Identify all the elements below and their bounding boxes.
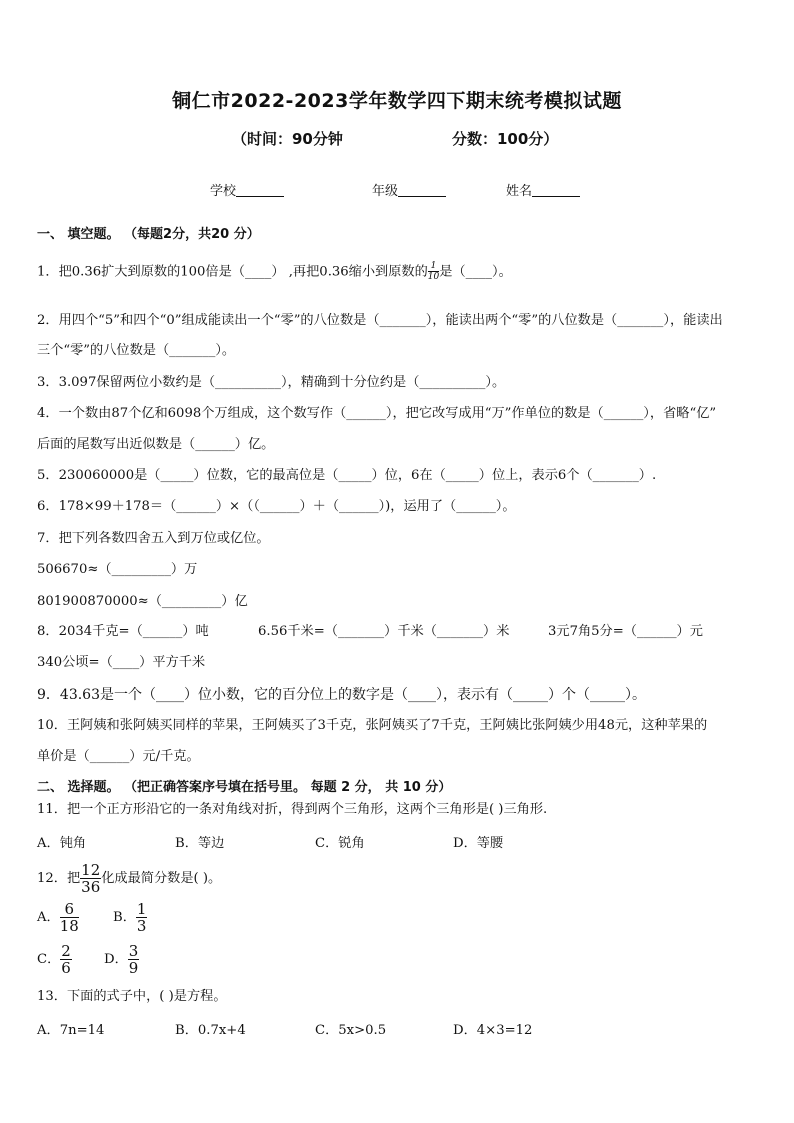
q12-b-den: 3 [136, 916, 147, 935]
q1-text-b: 是（____）。 [439, 264, 512, 280]
q12-a-num: 6 [60, 902, 79, 918]
q12-fraction [80, 860, 101, 896]
question-3: 3．3.097保留两位小数约是（__________），精确到十分位约是（__________）。 [37, 375, 506, 390]
question-1 [37, 262, 512, 282]
q12-c-den: 6 [61, 958, 71, 977]
q12-d-den: 9 [128, 958, 139, 977]
q11-option-c[interactable]: C．锐角 [315, 836, 365, 851]
grade-blank[interactable] [398, 184, 446, 197]
q12-option-b-label: B． [113, 910, 136, 925]
section-1-heading: 一、 填空题。 （每题2分，共20 分） [37, 227, 260, 242]
question-8d: 340公顷=（____）平方千米 [37, 655, 206, 670]
q12-option-d-label: D． [104, 952, 128, 967]
q12-text-b: 化成最简分数是( )。 [101, 871, 222, 886]
question-9: 9．43.63是一个（____）位小数，它的百分位上的数字是（____），表示有（_____）个（_____）。 [37, 687, 646, 703]
question-7: 7．把下列各数四舍五入到万位或亿位。 [37, 531, 270, 546]
question-12 [37, 862, 221, 896]
question-4-line-1: 4．一个数由87个亿和6098个万组成，这个数写作（______），把它改写成用“万”作单位的数是（______），省略“亿” [37, 406, 717, 421]
question-8b: 6.56千米=（_______）千米（_______）米 [258, 624, 510, 639]
name-label: 姓名 [506, 184, 533, 199]
q12-option-a-fraction [59, 899, 79, 935]
q12-frac-den: 36 [81, 877, 101, 896]
q12-option-b[interactable] [113, 901, 147, 935]
q12-frac-num: 12 [81, 860, 101, 879]
page-title: 铜仁市2022-2023学年数学四下期末统考模拟试题 [172, 90, 622, 112]
q13-option-d[interactable]: D．4×3=12 [453, 1023, 533, 1038]
question-10-line-1: 10．王阿姨和张阿姨买同样的苹果，王阿姨买了3千克，张阿姨买了7千克，王阿姨比张阿姨少用48元，这种苹果的 [37, 718, 708, 733]
q1-frac-den: 10 [427, 272, 440, 282]
section-2-heading: 二、 选择题。 （把正确答案序号填在括号里。 每题 2 分， 共 10 分） [37, 780, 452, 795]
exam-score: 分数：100分） [452, 130, 559, 148]
name-field [506, 180, 580, 199]
question-7a: 506670≈（_________）万 [37, 562, 198, 577]
q11-option-d[interactable]: D．等腰 [453, 836, 504, 851]
q12-option-a-label: A． [37, 910, 60, 925]
q12-option-c[interactable] [37, 943, 72, 977]
q12-option-c-fraction [60, 941, 72, 977]
q12-d-num: 3 [128, 941, 139, 960]
q12-text-a: 12．把 [37, 871, 81, 886]
q11-option-b[interactable]: B．等边 [175, 836, 225, 851]
grade-label: 年级 [372, 184, 399, 199]
school-blank[interactable] [236, 184, 284, 197]
q12-a-den: 18 [59, 916, 79, 935]
question-11: 11．把一个正方形沿它的一条对角线对折，得到两个三角形，这两个三角形是( )三角形. [37, 802, 548, 817]
exam-time: （时间：90分钟 [232, 130, 343, 148]
q1-frac-num: 1 [428, 262, 439, 272]
grade-field [372, 180, 446, 199]
question-2-line-2: 三个“零”的八位数是（_______）。 [37, 343, 236, 358]
q13-option-c[interactable]: C．5x>0.5 [315, 1023, 387, 1038]
question-8a: 8．2034千克=（______）吨 [37, 624, 209, 639]
question-7b: 801900870000≈（_________）亿 [37, 594, 248, 609]
school-field [210, 180, 284, 199]
q12-option-b-fraction [136, 899, 148, 935]
school-label: 学校 [210, 184, 237, 199]
question-4-line-2: 后面的尾数写出近似数是（______）亿。 [37, 437, 275, 452]
q12-b-num: 1 [136, 899, 147, 918]
q12-c-num: 2 [61, 941, 71, 960]
q12-option-d[interactable] [104, 943, 139, 977]
q13-option-a[interactable]: A．7n=14 [37, 1023, 105, 1038]
q1-fraction [428, 262, 439, 282]
q1-text-a: 1．把0.36扩大到原数的100倍是（____） ,再把0.36缩小到原数的 [37, 264, 428, 280]
name-blank[interactable] [532, 184, 580, 197]
question-8c: 3元7角5分=（______）元 [548, 624, 703, 639]
question-6: 6．178×99＋178＝（______）×（（______）＋（______）)，运用了（______）。 [37, 499, 516, 514]
question-13: 13．下面的式子中，( )是方程。 [37, 989, 227, 1004]
q11-option-a[interactable]: A．钝角 [37, 836, 87, 851]
question-10-line-2: 单价是（______）元/千克。 [37, 749, 200, 764]
question-2-line-1: 2．用四个“5”和四个“0”组成能读出一个“零”的八位数是（_______），能读出两个“零”的八位数是（_______），能读出 [37, 313, 723, 328]
q12-option-a[interactable] [37, 901, 79, 935]
q12-option-d-fraction [128, 941, 140, 977]
q13-option-b[interactable]: B．0.7x+4 [175, 1023, 246, 1038]
question-5: 5．230060000是（_____）位数，它的最高位是（_____）位，6在（_____）位上，表示6个（_______）. [37, 468, 657, 483]
q12-option-c-label: C． [37, 952, 61, 967]
